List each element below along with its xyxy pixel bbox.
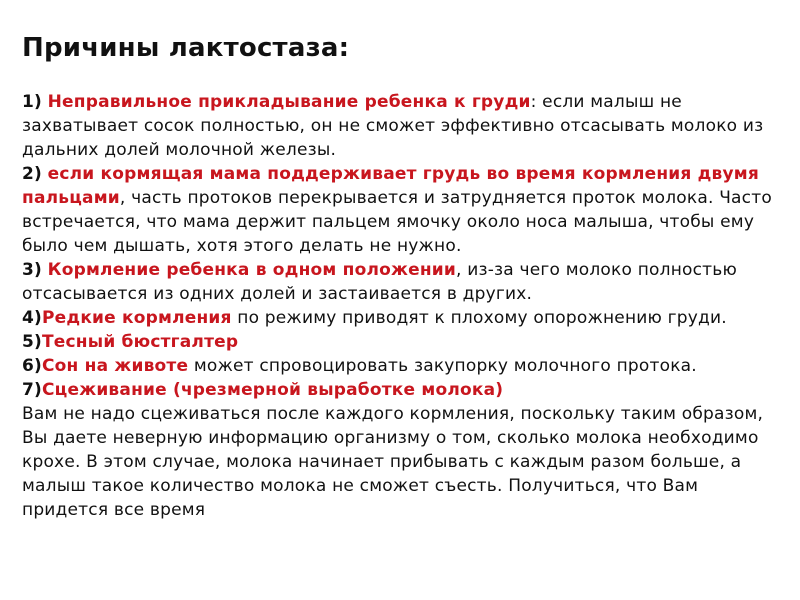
list-item-5 [22, 330, 782, 354]
item-text: по режиму приводят к плохому опорожнению груди. [231, 308, 727, 328]
item-number: 7) [22, 380, 42, 400]
item-highlight: Тесный бюстгалтер [42, 332, 239, 352]
item-number: 2) [22, 164, 42, 184]
item-highlight: Сцеживание (чрезмерной выработке молока) [42, 380, 504, 400]
causes-list [22, 90, 782, 522]
item-highlight: Редкие кормления [42, 308, 232, 328]
item-highlight: Сон на животе [42, 356, 189, 376]
list-item-6 [22, 354, 782, 378]
list-item-2 [22, 162, 782, 258]
list-item-4 [22, 306, 782, 330]
item-text: : если малыш не захватывает сосок полностью, он не сможет эффективно отсасывать молоко из дальних долей молочной железы. [22, 92, 764, 160]
item-highlight: Неправильное прикладывание ребенка к груди [47, 92, 531, 112]
item-text: , часть протоков перекрывается и затрудняется проток молока. Часто встречается, что мама держит пальцем ямочку около носа малыша, чтобы ему было чем дышать, хотя этого делать не нужно. [22, 188, 772, 256]
item-number: 4) [22, 308, 42, 328]
item-number: 1) [22, 92, 42, 112]
item-text: может спровоцировать закупорку молочного протока. [188, 356, 697, 376]
item-number: 3) [22, 260, 42, 280]
item-text: , из-за чего молоко полностью отсасывается из одних долей и застаивается в других. [22, 260, 737, 304]
item-number: 5) [22, 332, 42, 352]
list-item-3 [22, 258, 782, 306]
item-number: 6) [22, 356, 42, 376]
item-highlight: если кормящая мама поддерживает грудь во время кормления двумя пальцами [22, 164, 759, 208]
list-item-1 [22, 90, 782, 162]
page-title: Причины лактостаза: [22, 33, 350, 63]
item-highlight: Кормление ребенка в одном положении [47, 260, 457, 280]
body-paragraph: Вам не надо сцеживаться после каждого кормления, поскольку таким образом, Вы даете неверную информацию организму о том, сколько молока необходимо крохе. В этом случае, молока начинает прибывать с каждым разом больше, а малыш такое количество молока не сможет съесть. Получиться, что Вам придется все время [22, 404, 764, 520]
list-item-7 [22, 378, 782, 402]
